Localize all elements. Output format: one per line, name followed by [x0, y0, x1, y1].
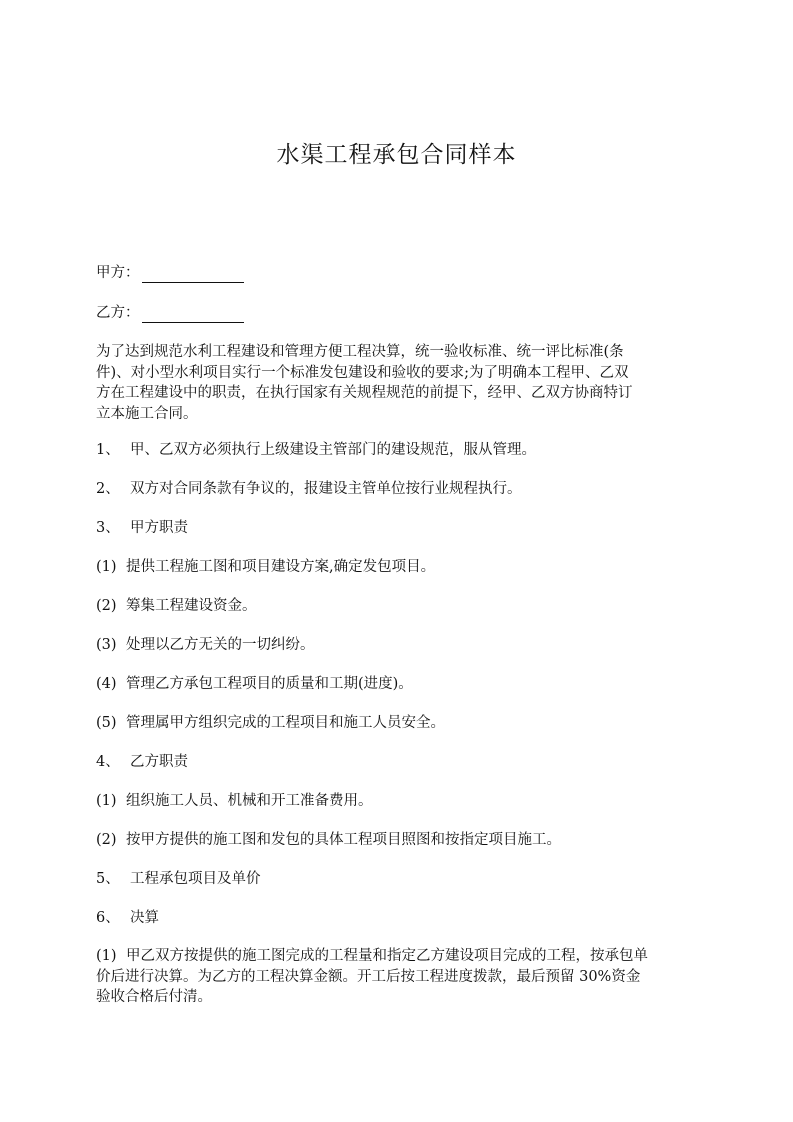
clause-text: 乙方职责: [130, 754, 188, 770]
sub-clause-number: (4): [96, 676, 117, 692]
sub-clause-3-4: [96, 674, 413, 694]
clause-number: 1、: [96, 442, 120, 458]
clause-number: 2、: [96, 481, 120, 497]
sub-clause-text: 筹集工程建设资金。: [126, 598, 257, 614]
party-b-label: 乙方：: [96, 305, 140, 321]
intro-line: 立本施工合同。: [96, 405, 198, 422]
settlement-paragraph: [96, 946, 696, 1008]
party-a-blank: [142, 268, 244, 283]
sub-clause-text: 处理以乙方无关的一切纠纷。: [126, 637, 315, 653]
sub-clause-4-1: [96, 791, 373, 811]
clause-number: 3、: [96, 520, 120, 536]
sub-clause-number: (1): [96, 793, 117, 809]
clause-text: 双方对合同条款有争议的，报建设主管单位按行业规程执行。: [130, 481, 522, 497]
settlement-line: 验收合格后付清。: [96, 989, 212, 1005]
intro-line: 方在工程建设中的职责，在执行国家有关规程规范的前提下，经甲、乙双方协商特订: [96, 385, 633, 401]
sub-clause-text: 管理属甲方组织完成的工程项目和施工人员安全。: [126, 715, 445, 731]
sub-clause-number: (1): [96, 948, 117, 964]
clause-number: 5、: [96, 871, 120, 887]
clause-6: [96, 908, 159, 928]
sub-clause-number: (2): [96, 598, 117, 614]
clause-number: 6、: [96, 910, 120, 926]
clause-2: [96, 479, 522, 499]
clause-text: 甲、乙双方必须执行上级建设主管部门的建设规范，服从管理。: [130, 442, 536, 458]
sub-clause-3-1: [96, 557, 435, 577]
sub-clause-text: 提供工程施工图和项目建设方案,确定发包项目。: [126, 559, 436, 575]
clause-3: [96, 518, 188, 538]
sub-clause-4-2: [96, 830, 561, 850]
document-title: 水渠工程承包合同样本: [276, 142, 517, 168]
settlement-line: [96, 946, 696, 967]
sub-clause-3-3: [96, 635, 315, 655]
settlement-text: 甲乙双方按提供的施工图完成的工程量和指定乙方建设项目完成的工程，按承包单: [126, 948, 648, 964]
sub-clause-number: (5): [96, 715, 117, 731]
settlement-line: 价后进行决算。为乙方的工程决算金额。开工后按工程进度拨款，最后预留 30%资金: [96, 968, 641, 985]
clause-5: [96, 869, 261, 889]
party-a-label: 甲方：: [96, 265, 140, 281]
clause-number: 4、: [96, 754, 120, 770]
clause-text: 决算: [130, 910, 159, 926]
clause-4: [96, 752, 188, 772]
party-b-blank: [142, 308, 244, 323]
sub-clause-text: 管理乙方承包工程项目的质量和工期(进度)。: [126, 676, 413, 692]
sub-clause-number: (3): [96, 637, 117, 653]
sub-clause-text: 按甲方提供的施工图和发包的具体工程项目照图和按指定项目施工。: [126, 832, 561, 848]
clause-text: 甲方职责: [130, 520, 188, 536]
sub-clause-number: (1): [96, 559, 117, 575]
intro-paragraph: [96, 342, 696, 424]
sub-clause-3-2: [96, 596, 257, 616]
party-b-line: [96, 303, 244, 323]
sub-clause-text: 组织施工人员、机械和开工准备费用。: [126, 793, 373, 809]
clause-text: 工程承包项目及单价: [130, 871, 261, 887]
party-a-line: [96, 263, 244, 283]
sub-clause-3-5: [96, 713, 445, 733]
intro-line: 件)、对小型水利项目实行一个标准发包建设和验收的要求;为了明确本工程甲、乙双: [96, 364, 629, 381]
intro-line: 为了达到规范水利工程建设和管理方便工程决算，统一验收标准、统一评比标准(条: [96, 344, 624, 360]
sub-clause-number: (2): [96, 832, 117, 848]
clause-1: [96, 440, 536, 460]
